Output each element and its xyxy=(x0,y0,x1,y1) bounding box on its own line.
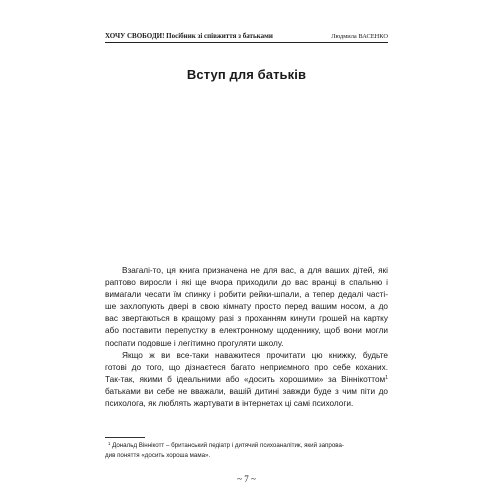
page-number: ~ 7 ~ xyxy=(237,474,256,484)
paragraph-1-line: поспати подовше і легітимно прогуляти школу. xyxy=(105,338,284,348)
footnote-rule xyxy=(105,437,145,438)
footnote-line xyxy=(105,441,388,451)
paragraph-2-line: Якщо ж ви все-таки наважитеся прочитати цю книжку, будьте xyxy=(122,350,388,360)
line-text: Так-так, якими б ідеальними або «досить хорошими» за Вінніко xyxy=(105,374,368,384)
paragraph-1-line: раптово виросли і які ще вчора приходили до вас вранці в спальню і xyxy=(105,278,388,288)
footnote-reference[interactable]: 1 xyxy=(385,374,388,381)
paragraph-1-line: вимагали чесати їм спинку і робити рейки-шпали, а тепер дедалі часті- xyxy=(105,290,388,300)
paragraph-2-line: готові до того, що дізнаєтеся багато неприємного про себе коханих. xyxy=(105,362,388,372)
footnote-line: див поняття «досить хороша мама». xyxy=(105,451,211,459)
header-rule xyxy=(105,42,388,43)
body-text xyxy=(105,265,388,410)
paragraph-1-line: Взагалі-то, ця книга призначена не для вас, а для ваших дітей, які xyxy=(122,266,388,275)
line-text-tail: ттом xyxy=(367,374,386,384)
footnote xyxy=(105,441,388,460)
paragraph-1-line: або поставити перепустку в електронному щоденнику, щоб вони могли xyxy=(105,326,388,336)
running-header xyxy=(105,32,388,40)
chapter-title: Вступ для батьків xyxy=(186,67,307,82)
footnote-text: Дональд Віннікотт – британський педіатр і дитячий психоаналітик, який запрова- xyxy=(110,442,344,449)
paragraph-2-line: батьками ви себе не вважали, вашій дитині завжди буде з чим піти до xyxy=(105,386,388,396)
paragraph-2-line-with-note xyxy=(105,374,388,386)
header-book-title: ХОЧУ СВОБОДИ! Посібник зі співжиття з батьками xyxy=(105,32,273,40)
header-author: Людмила ВАСЕНКО xyxy=(331,33,388,40)
paragraph-2-line: психолога, як люблять жартувати в інтернетах ці самі психологи. xyxy=(105,399,354,409)
footnote-marker: 1 xyxy=(108,441,111,446)
paragraph-1-line: ше захлопують двері в свою кімнату просто перед вашим носом, а до xyxy=(105,302,388,312)
paragraph-1-line: вас звертаються в кращому разі з проханням кинути грошей на картку xyxy=(105,314,388,324)
